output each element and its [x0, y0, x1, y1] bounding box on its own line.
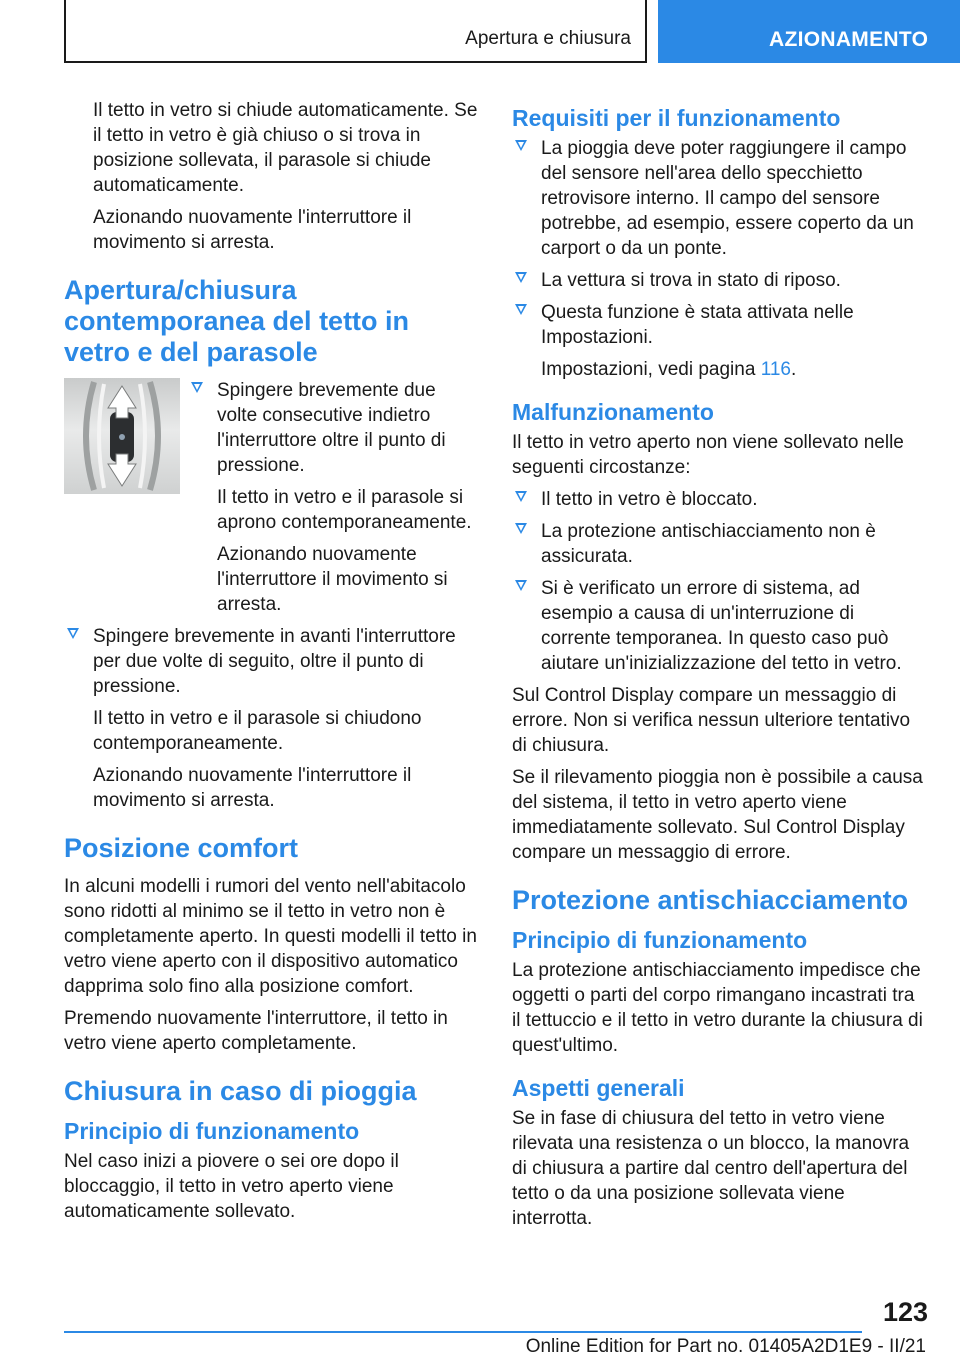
list-text: Questa funzione è stata attivata nelle Impostazioni.: [541, 302, 854, 348]
paragraph: Se in fase di chiusura del tetto in vetro viene rilevata una resistenza o un blocco, la manovra di chiusura a partire dal centro dell'apertura del tetto o da una posizione sollevata viene interrotta.: [512, 1108, 910, 1229]
page-number: 123: [882, 1297, 928, 1327]
heading-simultaneous: Apertura/chiusura contemporanea del tetto in vetro e del parasole: [64, 275, 410, 367]
chapter-tab: [658, 0, 960, 63]
heading-principle: Principio di funzionamento: [64, 1118, 360, 1144]
list-text: Azionando nuovamente l'interruttore il movimento si arresta.: [217, 544, 448, 615]
section-tab: [64, 0, 647, 63]
heading-principle: Principio di funzionamento: [512, 927, 808, 953]
list-text: La protezione antischiacciamento non è assicurata.: [541, 521, 876, 567]
list-item: [512, 576, 928, 676]
list-text: Il tetto in vetro è bloccato.: [541, 489, 758, 510]
edition-footer: Online Edition for Part no. 01405A2D1E9 - II/21: [525, 1336, 926, 1357]
bullet-triangle-icon: [515, 140, 527, 151]
list-text: Spingere brevemente due volte consecutive indietro l'interruttore oltre il punto di pressione.: [217, 380, 446, 476]
paragraph: Azionando nuovamente l'interruttore il movimento si arresta.: [93, 207, 412, 253]
list-item: [188, 378, 480, 617]
list-item: [512, 487, 928, 512]
footer-divider: [64, 1331, 862, 1333]
bullet-triangle-icon: [515, 272, 527, 283]
list-item: [512, 268, 928, 293]
list-item: [64, 624, 480, 813]
bullet-triangle-icon: [191, 382, 203, 393]
paragraph: Il tetto in vetro aperto non viene sollevato nelle seguenti circostanze:: [512, 432, 904, 478]
page-header: [64, 0, 960, 64]
heading-pinch-protection: Protezione antischiacciamento: [512, 885, 909, 915]
heading-comfort: Posizione comfort: [64, 833, 299, 863]
bullet-triangle-icon: [515, 491, 527, 502]
bullet-triangle-icon: [67, 628, 79, 639]
list-text: Il tetto in vetro e il parasole si chiudono contemporaneamente.: [93, 708, 422, 754]
list-text: Il tetto in vetro e il parasole si aprono contemporaneamente.: [217, 487, 472, 533]
reference-text: Impostazioni, vedi pagina: [541, 359, 756, 380]
page-reference: Impostazioni, vedi pagina 116.: [541, 359, 797, 380]
heading-malfunction: Malfunzionamento: [512, 399, 714, 425]
chapter-title: AZIONAMENTO: [769, 28, 929, 51]
paragraph: Premendo nuovamente l'interruttore, il tetto in vetro viene aperto completamente.: [64, 1008, 448, 1054]
list-text: Azionando nuovamente l'interruttore il movimento si arresta.: [93, 765, 412, 811]
list-text: La pioggia deve poter raggiungere il campo del sensore nell'area dello specchietto retrovisore interno. Il campo del sensore potrebbe, ad esempio, essere coperto da un carport o da un ponte.: [541, 138, 914, 259]
roof-switch-icon: [64, 378, 180, 494]
section-title: Apertura e chiusura: [465, 28, 631, 49]
page-link[interactable]: 116: [760, 359, 791, 380]
list-text: La vettura si trova in stato di riposo.: [541, 270, 841, 291]
paragraph: La protezione antischiacciamento impedisce che oggetti o parti del corpo rimangano incastrati tra il tettuccio e il tetto in vetro durante la chiusura di quest'ultimo.: [512, 960, 923, 1056]
paragraph: Sul Control Display compare un messaggio di errore. Non si verifica nessun ulteriore tentativo di chiusura.: [512, 685, 911, 756]
heading-requirements: Requisiti per il funzionamento: [512, 105, 841, 131]
paragraph: Nel caso inizi a piovere o sei ore dopo il bloccaggio, il tetto in vetro aperto viene automaticamente sollevato.: [64, 1151, 399, 1222]
figure-row: [64, 378, 480, 617]
list-item: [512, 300, 928, 382]
list-item: [512, 136, 928, 261]
paragraph: Se il rilevamento pioggia non è possibile a causa del sistema, il tetto in vetro aperto viene immediatamente sollevato. Sul Control Display compare un messaggio di errore.: [512, 767, 923, 863]
paragraph: In alcuni modelli i rumori del vento nell'abitacolo sono ridotti al minimo se il tetto in vetro non è completamente aperto. In questi modelli il tetto in vetro viene aperto con il dispositivo automatico dapprima solo fino alla posizione comfort.: [64, 876, 477, 997]
left-column: [64, 98, 480, 1231]
bullet-triangle-icon: [515, 580, 527, 591]
bullet-triangle-icon: [515, 523, 527, 534]
list-text: Spingere brevemente in avanti l'interruttore per due volte di seguito, oltre il punto di pressione.: [93, 626, 456, 697]
heading-general: Aspetti generali: [512, 1075, 685, 1101]
right-column: [512, 98, 928, 1238]
bullet-triangle-icon: [515, 304, 527, 315]
list-text: Si è verificato un errore di sistema, ad esempio a causa di un'interruzione di corrente temporanea. In questo caso può aiutare un'inizializzazione del tetto in vetro.: [541, 578, 902, 674]
list-item: [512, 519, 928, 569]
paragraph: Il tetto in vetro si chiude automaticamente. Se il tetto in vetro è già chiuso o si trova in posizione sollevata, il parasole si chiude automaticamente.: [93, 100, 478, 196]
heading-rain: Chiusura in caso di pioggia: [64, 1076, 417, 1106]
